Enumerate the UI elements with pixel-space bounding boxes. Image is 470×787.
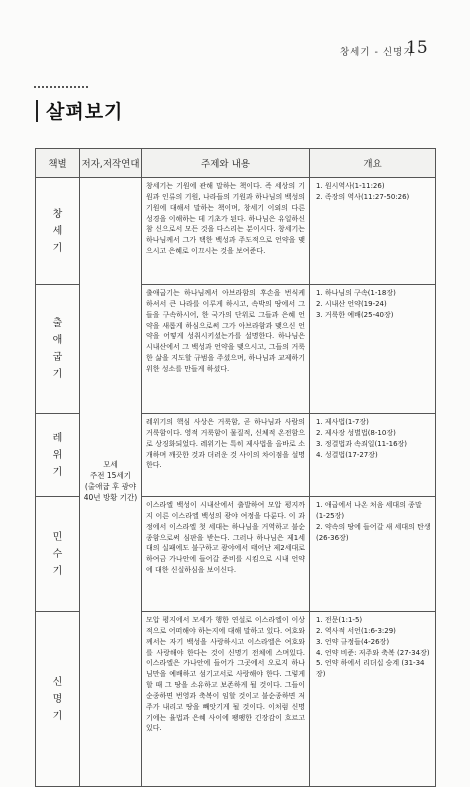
summary-item: 1. 전문(1:1-5)	[316, 616, 363, 624]
summary-item: 3. 언약 규정들(4-26장)	[316, 637, 390, 646]
book-char: 기	[52, 565, 63, 577]
book-name	[36, 674, 79, 725]
author-line: (출애굽 후 광야	[84, 482, 137, 491]
book-char: 레	[52, 432, 63, 444]
summary-item: 2. 시내산 언약(19-24)	[316, 299, 387, 308]
summary-item: 2. 제사장 성별법(8-10장)	[316, 428, 396, 437]
header-theme: 주제와 내용	[142, 149, 310, 178]
summary-item: 4. 언약 비준: 저주와 축복 (27-34장)	[316, 648, 430, 657]
book-char: 민	[52, 531, 63, 543]
book-char: 명	[52, 693, 63, 705]
book-cell	[36, 285, 80, 414]
section-bar	[36, 100, 38, 122]
book-char: 기	[52, 466, 63, 478]
table-row	[36, 178, 436, 285]
author-cell	[80, 178, 142, 787]
summary-cell	[310, 612, 436, 787]
summary-item: 1. 제사법(1-7장)	[316, 418, 369, 426]
summary-cell	[310, 414, 436, 497]
book-name	[36, 206, 79, 257]
author-line: 40년 방황 기간)	[83, 492, 138, 502]
book-cell	[36, 497, 80, 612]
book-char: 기	[52, 710, 63, 722]
overview-table	[35, 148, 436, 787]
book-char: 위	[52, 449, 63, 461]
book-cell	[36, 178, 80, 285]
summary-item: 2. 역사적 서언(1:6-3:29)	[316, 626, 396, 635]
book-char: 출	[52, 318, 63, 329]
header-book: 책별	[36, 149, 80, 178]
summary-item: 1. 원시역사(1-11:26)	[316, 182, 385, 190]
summary-item: 3. 거룩한 예배(25-40장)	[316, 310, 394, 319]
author-line: 모세	[103, 460, 118, 470]
section-dots	[34, 86, 88, 88]
summary-item: 1. 애굽에서 나온 처음 세대의 종말 (1-25장)	[316, 501, 422, 520]
book-cell	[36, 612, 80, 787]
running-head: 창세기 - 신명기	[340, 47, 414, 58]
summary-cell	[310, 178, 436, 285]
book-cell	[36, 414, 80, 497]
summary-item: 2. 족장의 역사(11:27-50:26)	[316, 192, 410, 201]
theme-cell: 창세기는 기원에 관해 말하는 책이다. 즉 세상의 기원과 인류의 기원, 나라들의 기원과 하나님의 백성의 기원에 대해서 말하는 책이며, 창세기 이외의 다른 성경을 이해하는 데 기초가 된다. 하나님은 유일하신 참 신으로서 모든 것을 다스리는 분이시다. 창세기는 하나님께서 그가 택한 백성과 주도적으로 언약을 맺으시고 은혜로 이끄시는 것을 보여준다.	[142, 178, 310, 285]
summary-item: 5. 언약 하에서 리더십 승계 (31-34장)	[316, 659, 425, 679]
table-header-row	[36, 149, 436, 178]
page-number: 15	[406, 38, 428, 58]
book-char: 굽	[52, 352, 63, 363]
header-summary: 개요	[310, 149, 436, 178]
summary-item: 2. 약속의 땅에 들어갈 새 세대의 탄생(26-36장)	[316, 522, 431, 542]
book-name	[36, 529, 79, 580]
header-author: 저자,저작연대	[80, 149, 142, 178]
section-title: 살펴보기	[46, 101, 124, 123]
book-char: 기	[52, 369, 63, 380]
summary-cell	[310, 497, 436, 612]
book-name	[36, 315, 79, 383]
author-line: 주전 15세기	[90, 471, 131, 481]
summary-cell	[310, 285, 436, 414]
book-char: 수	[52, 548, 63, 560]
theme-cell: 레위기의 핵심 사상은 거룩함, 곧 하나님과 사람의 거룩함이다. 영적 거룩함이 물질적, 신체적 온전함으로 상징화되었다. 레위기는 특히 제사법을 올바로 소개하며 깨끗한 것과 더러운 것 사이의 차이점을 설명한다.	[142, 414, 310, 497]
book-char: 창	[52, 208, 63, 220]
book-name	[36, 430, 79, 481]
summary-item: 1. 하나님의 구속(1-18장)	[316, 289, 396, 297]
book-char: 신	[52, 676, 63, 688]
book-char: 세	[52, 225, 63, 237]
summary-item: 3. 정결법과 속죄일(11-16장)	[316, 439, 408, 448]
theme-cell: 모압 평지에서 모세가 행한 연설로 이스라엘이 이상적으로 어떠해야 하는지에 대해 말하고 있다. 여호와께서는 자기 백성을 사랑하시고 이스라엘은 여호와를 사랑해야 한다는 것이 신명기 전체에 스며있다. 이스라엘은 가나안에 들어가 그곳에서 오로지 하나님만을 예배하고 섬기고서로 사랑해야 한다. 그렇게 할 때 그 땅을 소유하고 보존하게 될 것이다. 그들이 순종하면 번영과 축복이 임할 것이고 불순종하면 저주가 내리고 땅을 빼앗기게 될 것이다. 이처럼 신명기에는 율법과 은혜 사이에 팽팽한 긴장감이 흐르고 있다.	[142, 612, 310, 787]
theme-cell: 이스라엘 백성이 시내산에서 출발하여 모압 평지까지 이른 이스라엘 백성의 광야 여정을 다룬다. 이 과정에서 이스라엘 첫 세대는 하나님을 거역하고 불순종함으로써 심판을 받는다. 그러나 하나님은 제1세대의 실패에도 불구하고 광야에서 태어난 제2세대로 하여금 가나안에 들어갈 준비를 시킴으로 시내 언약에 대한 신실하심을 보이신다.	[142, 497, 310, 612]
book-char: 애	[52, 335, 63, 346]
summary-item: 4. 성결법(17-27장)	[316, 450, 378, 459]
book-char: 기	[52, 242, 63, 254]
theme-cell: 출애굽기는 하나님께서 아브라함의 후손을 번식케 하셔서 큰 나라를 이루게 하시고, 속박의 땅에서 그들을 구속하시어, 한 국가의 단위로 그들과 은혜 언약을 새롭게 하심으로써 그가 아브라함과 맺으신 언약을 어떻게 성취시키셨는가를 설명한다. 하나님은 시내산에서 그 백성과 언약을 맺으시고, 그들의 거룩한 삶을 지도할 규범을 주셨으며, 하나님과 교제하기 위한 성소를 만들게 하셨다.	[142, 285, 310, 414]
